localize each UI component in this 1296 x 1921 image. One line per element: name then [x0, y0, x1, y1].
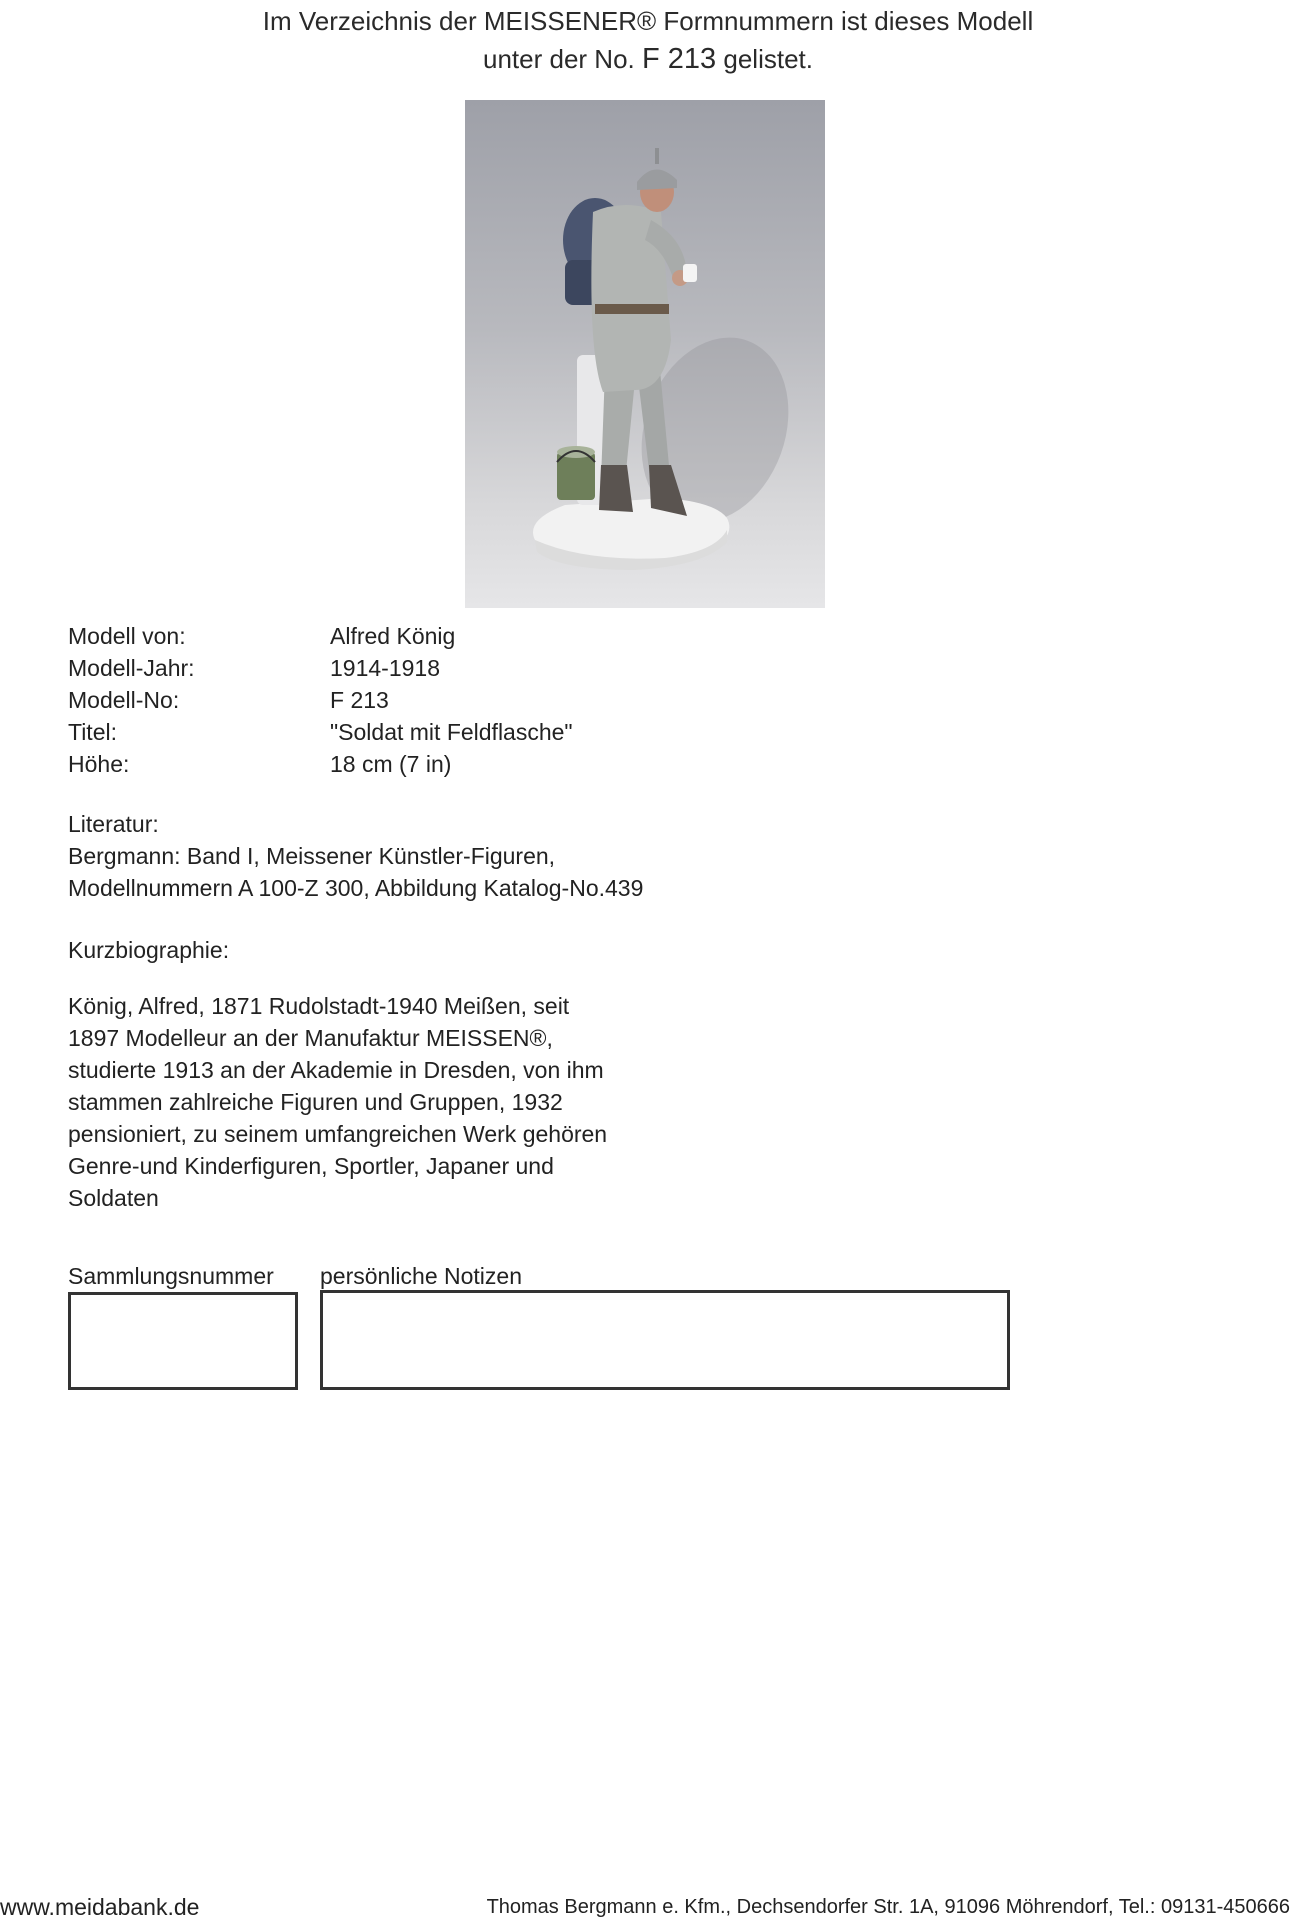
detail-label: Modell von: — [68, 623, 186, 649]
literature-heading: Literatur: — [68, 811, 159, 837]
figurine-photo — [465, 100, 825, 608]
header-line-1: Im Verzeichnis der MEISSENER® Formnummern ist dieses Modell — [262, 6, 1034, 36]
detail-row — [68, 620, 573, 652]
detail-value: Alfred König — [330, 623, 456, 649]
detail-label: Modell-Jahr: — [68, 655, 195, 681]
detail-row — [68, 716, 573, 748]
collection-number-field[interactable] — [68, 1292, 298, 1390]
biography-line: Soldaten — [68, 1185, 159, 1211]
detail-label: Höhe: — [68, 751, 130, 777]
literature-line: Bergmann: Band I, Meissener Künstler-Figuren, — [68, 843, 556, 869]
detail-row — [68, 652, 573, 684]
collection-number-label: Sammlungsnummer — [68, 1263, 274, 1289]
personal-notes-field[interactable] — [320, 1290, 1010, 1390]
biography-line: König, Alfred, 1871 Rudolstadt-1940 Meißen, seit — [68, 993, 570, 1019]
model-details — [68, 620, 573, 780]
biography-line: 1897 Modelleur an der Manufaktur MEISSEN®, — [68, 1025, 553, 1051]
footer-address: Thomas Bergmann e. Kfm., Dechsendorfer Str. 1A, 91096 Möhrendorf, Tel.: 09131-450666 — [486, 1896, 1290, 1918]
soldier-figurine-illustration — [465, 100, 825, 608]
detail-label: Modell-No: — [68, 687, 180, 713]
personal-notes-label: persönliche Notizen — [320, 1263, 523, 1289]
detail-label: Titel: — [68, 719, 117, 745]
biography-text — [68, 990, 668, 1214]
detail-row — [68, 684, 573, 716]
detail-value: 1914-1918 — [330, 655, 440, 681]
biography-line: stammen zahlreiche Figuren und Gruppen, 1932 — [68, 1089, 563, 1115]
detail-value: F 213 — [330, 687, 389, 713]
literature-section — [68, 808, 643, 904]
header-suffix: gelistet. — [723, 44, 813, 74]
detail-row — [68, 748, 573, 780]
website-link[interactable]: www.meidabank.de — [0, 1894, 200, 1920]
biography-line: pensioniert, zu seinem umfangreichen Werk gehören — [68, 1121, 608, 1147]
page-header — [0, 2, 1296, 78]
biography-heading: Kurzbiographie: — [68, 937, 230, 963]
header-prefix: unter der No. — [483, 44, 635, 74]
literature-line: Modellnummern A 100-Z 300, Abbildung Katalog-No.439 — [68, 875, 644, 901]
biography-line: Genre-und Kinderfiguren, Sportler, Japaner und — [68, 1153, 554, 1179]
biography-line: studierte 1913 an der Akademie in Dresden, von ihm — [68, 1057, 604, 1083]
header-line-2 — [0, 40, 1296, 78]
detail-value: 18 cm (7 in) — [330, 751, 452, 777]
detail-value: "Soldat mit Feldflasche" — [330, 719, 573, 745]
model-number-highlight: F 213 — [641, 43, 717, 75]
